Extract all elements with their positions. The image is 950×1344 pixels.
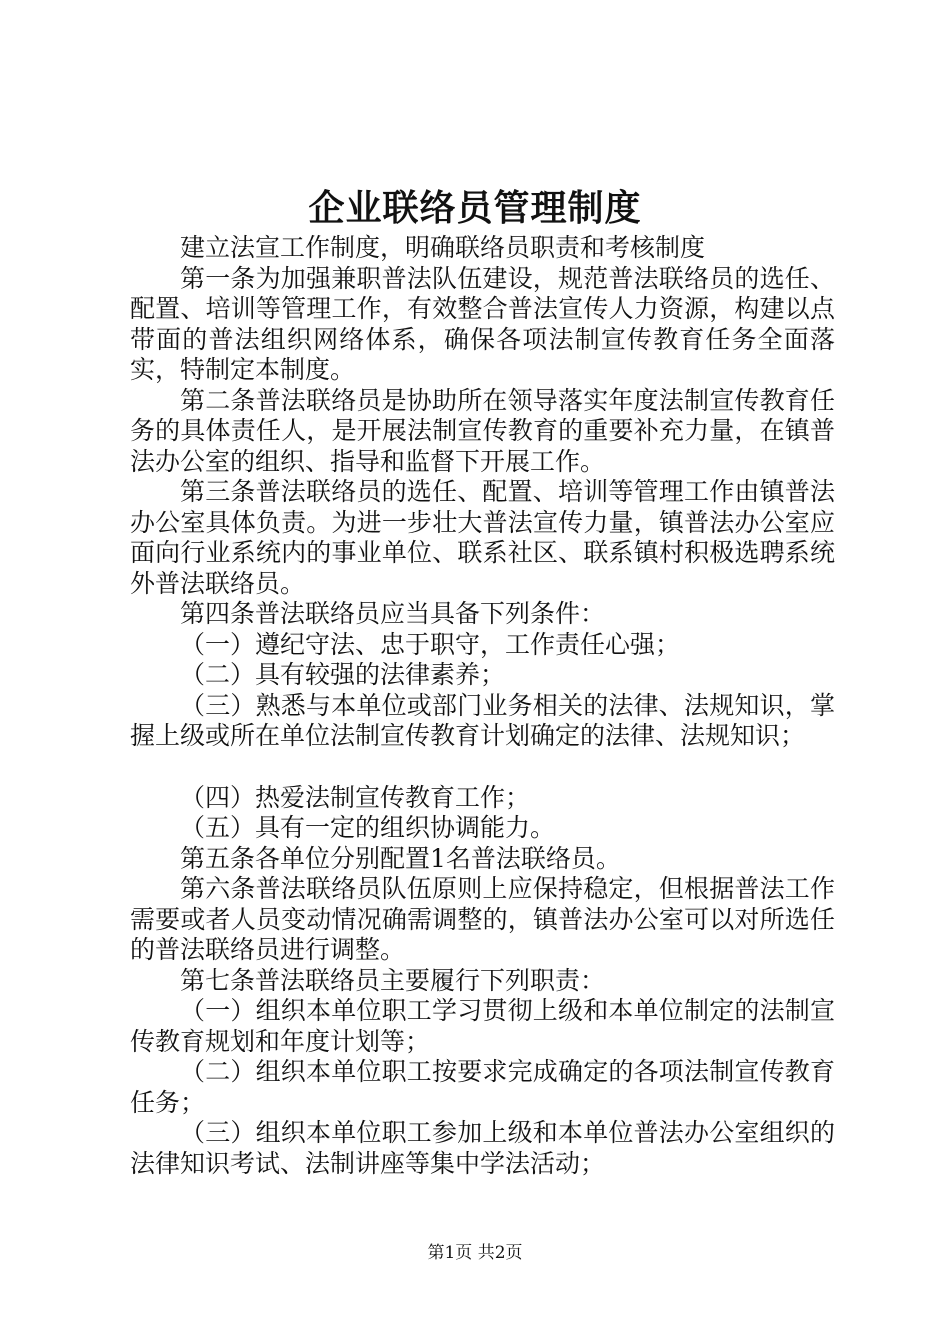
- list-item-duty-2: （二）组织本单位职工按要求完成确定的各项法制宣传教育任务；: [130, 1057, 835, 1117]
- document-body: [130, 233, 835, 1179]
- list-item-condition-5: （五）具有一定的组织协调能力。: [180, 813, 556, 842]
- paragraph-intro: 建立法宣工作制度，明确联络员职责和考核制度: [180, 233, 706, 262]
- paragraph-article-7: 第七条普法联络员主要履行下列职责：: [180, 965, 606, 995]
- list-item-condition-2: （二）具有较强的法律素养；: [180, 660, 506, 689]
- paragraph-article-2: 第二条普法联络员是协助所在领导落实年度法制宣传教育任务的具体责任人，是开展法制宣传教育的重要补充力量，在镇普法办公室的组织、指导和监督下开展工作。: [130, 385, 835, 476]
- paragraph-article-3: 第三条普法联络员的选任、配置、培训等管理工作由镇普法办公室具体负责。为进一步壮大普法宣传力量，镇普法办公室应面向行业系统内的事业单位、联系社区、联系镇村积极选聘系统外普法联络员。: [130, 477, 835, 598]
- list-item-duty-1: （一）组织本单位职工学习贯彻上级和本单位制定的法制宣传教育规划和年度计划等；: [130, 996, 835, 1056]
- page-footer: 第1页 共2页: [427, 1243, 523, 1263]
- list-item-condition-4: （四）热爱法制宣传教育工作；: [180, 782, 531, 812]
- list-item-duty-3: （三）组织本单位职工参加上级和本单位普法办公室组织的法律知识考试、法制讲座等集中学法活动；: [130, 1118, 835, 1178]
- paragraph-spacer: [130, 752, 835, 783]
- list-item-condition-1: （一）遵纪守法、忠于职守，工作责任心强；: [180, 629, 681, 659]
- list-item-condition-3: （三）熟悉与本单位或部门业务相关的法律、法规知识，掌握上级或所在单位法制宣传教育计划确定的法律、法规知识；: [130, 690, 835, 750]
- paragraph-article-1: 第一条为加强兼职普法队伍建设，规范普法联络员的选任、配置、培训等管理工作，有效整合普法宣传人力资源，构建以点带面的普法组织网络体系，确保各项法制宣传教育任务全面落实，特制定本制度。: [130, 263, 835, 384]
- paragraph-article-4: 第四条普法联络员应当具备下列条件：: [180, 599, 606, 628]
- paragraph-article-5: 第五条各单位分别配置1名普法联络员。: [180, 843, 621, 873]
- paragraph-article-6: 第六条普法联络员队伍原则上应保持稳定，但根据普法工作需要或者人员变动情况确需调整的，镇普法办公室可以对所选任的普法联络员进行调整。: [130, 874, 835, 964]
- document-title: 企业联络员管理制度: [308, 187, 642, 229]
